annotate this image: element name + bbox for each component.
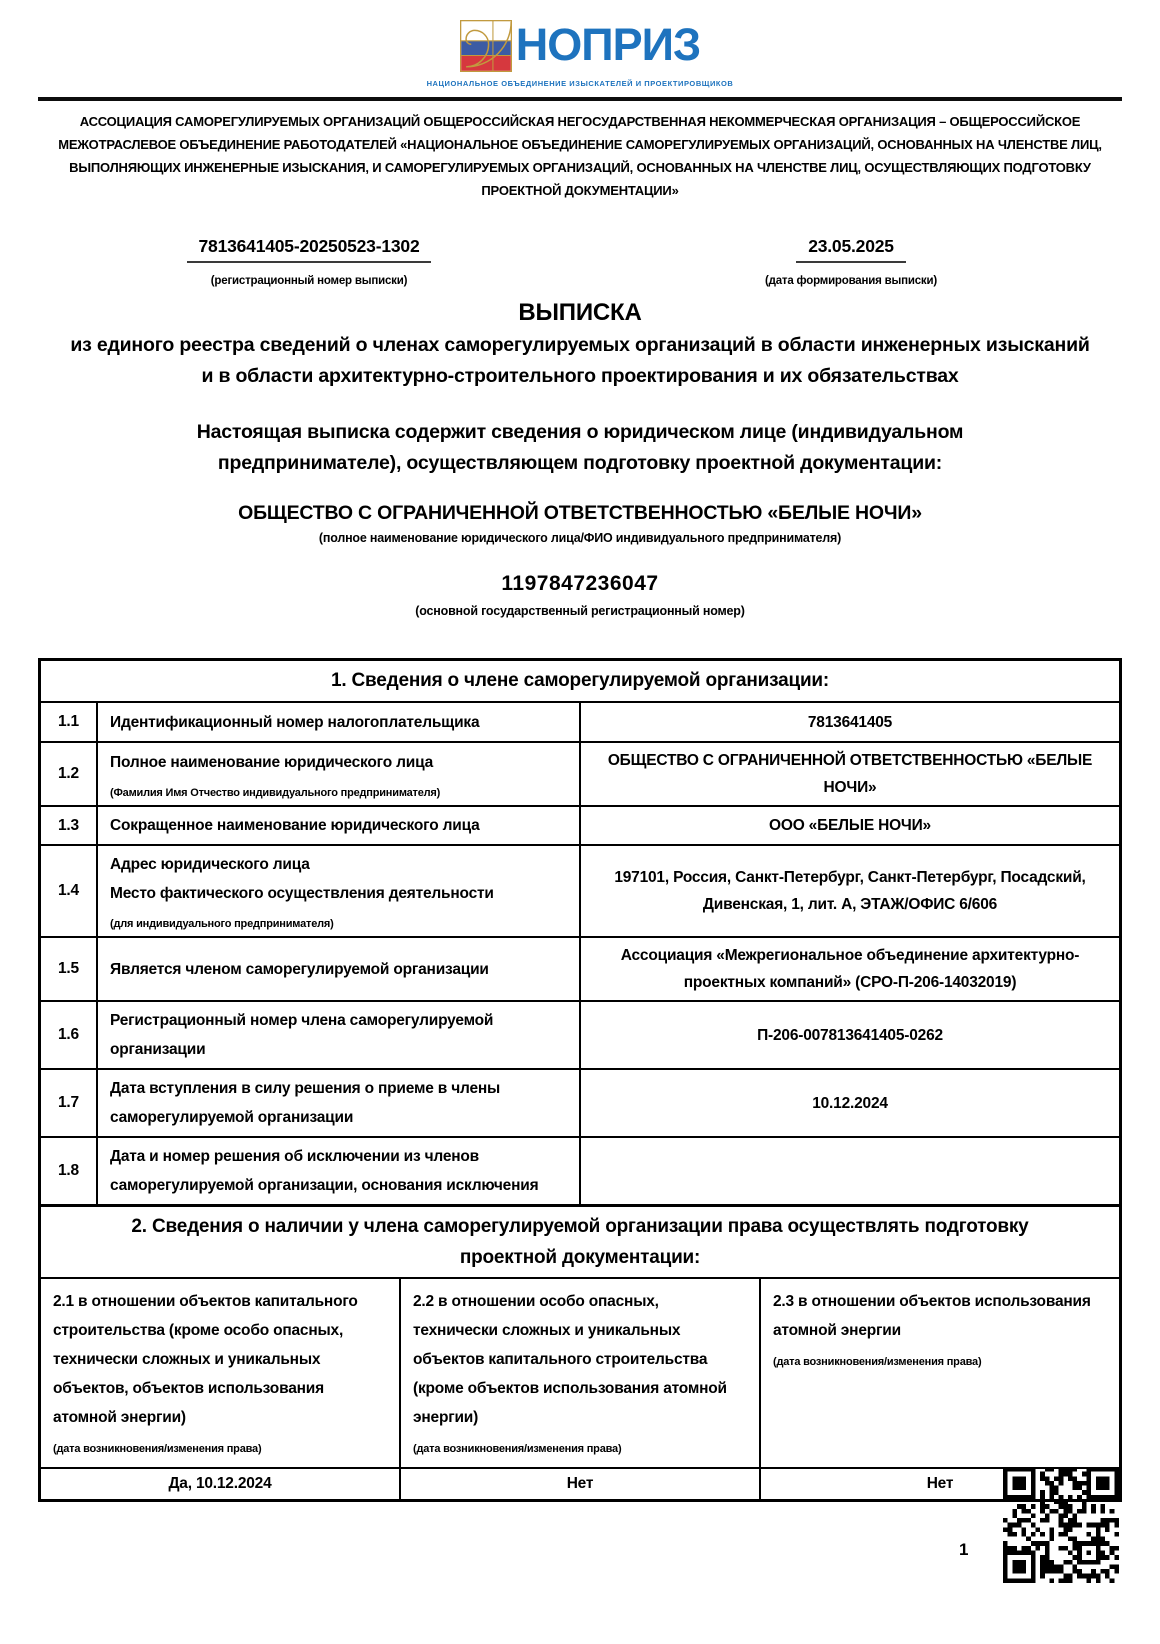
row-label: Дата вступления в силу решения о приеме в члены саморегулируемой организации (110, 1080, 501, 1126)
registration-row (38, 236, 1122, 287)
column-header: 2.2 в отношении особо опасных, технически сложных и уникальных объектов капитального строительства (кроме объектов использования атомной энергии) (413, 1293, 727, 1426)
logo-tagline: НАЦИОНАЛЬНОЕ ОБЪЕДИНЕНИЕ ИЗЫСКАТЕЛЕЙ И ПРОЕКТИРОВЩИКОВ (426, 79, 734, 88)
rights-column-2-2 (401, 1279, 761, 1467)
column-note: (дата возникновения/изменения права) (773, 1356, 982, 1368)
row-number: 1.7 (41, 1070, 98, 1136)
table-row (41, 938, 1119, 1002)
row-note: (Фамилия Имя Отчество индивидуального предпринимателя) (110, 786, 441, 799)
row-number: 1.4 (41, 846, 98, 936)
row-value: П-206-007813641405-0262 (757, 1026, 943, 1044)
row-label: Полное наименование юридического лица (110, 753, 434, 771)
document-title: ВЫПИСКА (518, 299, 642, 326)
header-divider (38, 97, 1122, 101)
intro-paragraph: Настоящая выписка содержит сведения о юридическом лице (индивидуальном предпринимателе), осуществляющем подготовку проектной документации: (196, 421, 964, 474)
row-label: Регистрационный номер члена саморегулируемой организации (110, 1012, 494, 1058)
registration-number-caption: (регистрационный номер выписки) (210, 275, 408, 287)
rights-values-row (41, 1467, 1119, 1499)
association-header: АССОЦИАЦИЯ САМОРЕГУЛИРУЕМЫХ ОРГАНИЗАЦИЙ ОБЩЕРОССИЙСКАЯ НЕГОСУДАРСТВЕННАЯ НЕКОММЕРЧЕСКАЯ ОРГАНИЗАЦИЯ – ОБЩЕРОССИЙСКОЕ МЕЖОТРАСЛЕВОЕ ОБЪЕДИНЕНИЕ РАБОТОДАТЕЛЕЙ «НАЦИОНАЛЬНОЕ ОБЪЕДИНЕНИЕ САМОРЕГУЛИРУЕМЫХ ОРГАНИЗАЦИЙ, ОСНОВАННЫХ НА ЧЛЕНСТВЕ ЛИЦ, ВЫПОЛНЯЮЩИХ ИНЖЕНЕРНЫЕ ИЗЫСКАНИЯ, И САМОРЕГУЛИРУЕМЫХ ОРГАНИЗАЦИЙ, ОСНОВАННЫХ НА ЧЛЕНСТВЕ ЛИЦ, ОСУЩЕСТВЛЯЮЩИХ ПОДГОТОВКУ ПРОЕКТНОЙ ДОКУМЕНТАЦИИ» (58, 114, 1102, 198)
section2-title: 2. Сведения о наличии у члена саморегулируемой организации права осуществлять подготовку проектной документации: (41, 1204, 1119, 1279)
row-value: 197101, Россия, Санкт-Петербург, Санкт-Петербург, Посадский, Дивенская, 1, лит. А, ЭТАЖ/ОФИС 6/606 (614, 869, 1086, 913)
extract-date: 23.05.2025 (796, 236, 906, 263)
row-label: Адрес юридического лица (110, 856, 310, 873)
row-label: Сокращенное наименование юридического лица (110, 817, 480, 834)
rights-value-2-3: Нет (926, 1475, 954, 1492)
rights-columns (41, 1279, 1119, 1467)
table-row (41, 743, 1119, 807)
column-note: (дата возникновения/изменения права) (413, 1443, 622, 1455)
row-label: Является членом саморегулируемой организации (110, 960, 489, 978)
row-value: ООО «БЕЛЫЕ НОЧИ» (769, 817, 931, 834)
company-name-caption: (полное наименование юридического лица/ФИО индивидуального предпринимателя) (318, 531, 842, 545)
rights-column-2-1 (41, 1279, 401, 1467)
table-row (41, 807, 1119, 846)
row-value: 10.12.2024 (812, 1094, 888, 1112)
row-label-line2: Место фактического осуществления деятельности (110, 885, 494, 902)
table-row (41, 703, 1119, 743)
row-value: 7813641405 (807, 713, 893, 731)
company-name: ОБЩЕСТВО С ОГРАНИЧЕННОЙ ОТВЕТСТВЕННОСТЬЮ «БЕЛЫЕ НОЧИ» (238, 502, 922, 524)
column-note: (дата возникновения/изменения права) (53, 1443, 262, 1455)
row-number: 1.5 (41, 938, 98, 1000)
ogrn-caption: (основной государственный регистрационный номер) (415, 604, 745, 618)
column-header: 2.1 в отношении объектов капитального строительства (кроме особо опасных, технически сложных и уникальных объектов, объектов использования атомной энергии) (53, 1293, 358, 1426)
ogrn-number: 1197847236047 (501, 572, 659, 595)
member-info-table (38, 658, 1122, 1502)
rights-column-2-3 (761, 1279, 1119, 1467)
row-number: 1.8 (41, 1138, 98, 1204)
row-number: 1.2 (41, 743, 98, 805)
document-subtitle: из единого реестра сведений о членах саморегулируемых организаций в области инженерных изысканий и в области архитектурно-строительного проектирования и их обязательствах (70, 334, 1090, 387)
row-value: Ассоциация «Межрегиональное объединение архитектурно-проектных компаний» (СРО-П-206-14032019) (620, 947, 1080, 991)
table-row (41, 1138, 1119, 1204)
extract-date-caption: (дата формирования выписки) (765, 275, 937, 287)
column-header: 2.3 в отношении объектов использования атомной энергии (773, 1293, 1091, 1339)
row-number: 1.6 (41, 1002, 98, 1068)
row-label: Идентификационный номер налогоплательщика (110, 713, 480, 731)
qr-code (1003, 1467, 1119, 1583)
row-note: (для индивидуального предпринимателя) (110, 918, 334, 930)
rights-value-2-1: Да, 10.12.2024 (41, 1469, 401, 1499)
nopriz-logo (38, 0, 1122, 88)
table-row (41, 1002, 1119, 1070)
row-number: 1.1 (41, 703, 98, 741)
page-number: 1 (959, 1540, 969, 1559)
table-row (41, 846, 1119, 938)
logo-flag-spiral-icon (460, 20, 512, 77)
rights-value-2-2: Нет (401, 1469, 761, 1499)
row-value (581, 1138, 1119, 1204)
section1-title: 1. Сведения о члене саморегулируемой организации: (41, 661, 1119, 703)
row-label: Дата и номер решения об исключении из членов саморегулируемой организации, основания исключения (110, 1148, 539, 1194)
extract-registration-number: 7813641405-20250523-1302 (187, 236, 432, 263)
logo-wordmark: НОПРИЗ (515, 19, 701, 70)
table-row (41, 1070, 1119, 1138)
row-value: ОБЩЕСТВО С ОГРАНИЧЕННОЙ ОТВЕТСТВЕННОСТЬЮ «БЕЛЫЕ НОЧИ» (607, 752, 1093, 796)
row-number: 1.3 (41, 807, 98, 844)
